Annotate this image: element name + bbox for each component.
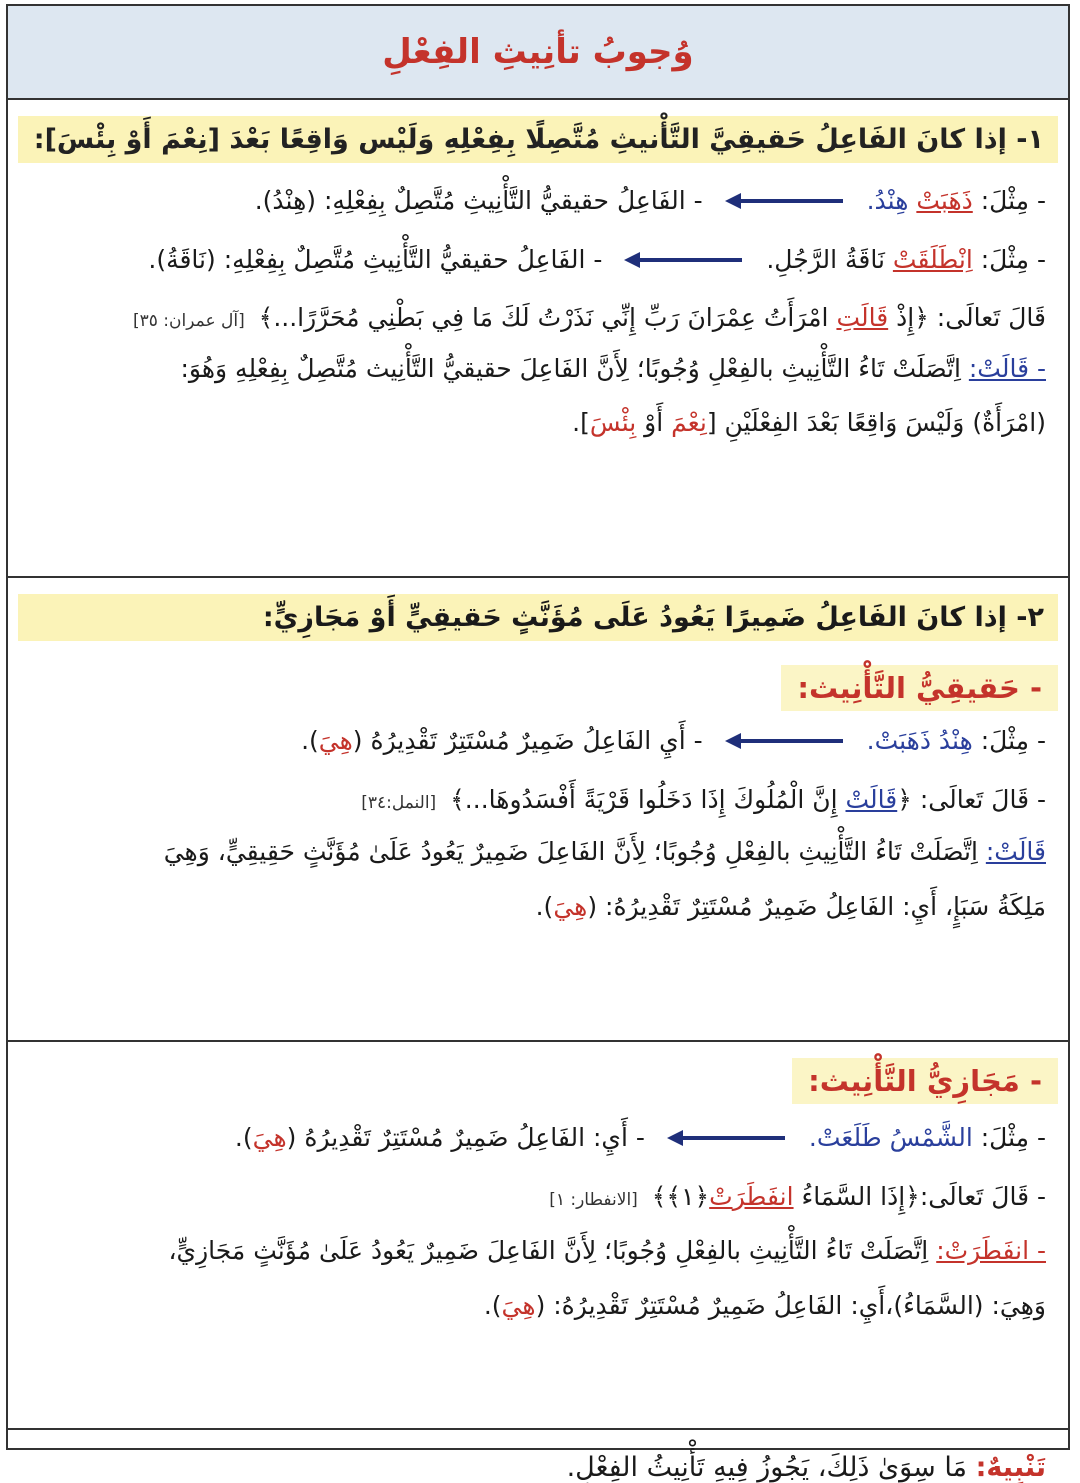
- section-2: [8, 594, 1068, 1042]
- example-4: [8, 1122, 1068, 1155]
- explanation-1: [8, 353, 1068, 386]
- section-1: [8, 116, 1068, 578]
- arrow-left-icon: [725, 732, 845, 750]
- example-prefix: - مِثْلَ:: [980, 726, 1046, 755]
- example-2-explanation: - الفَاعِلُ حقيقيُّ التَّأْنِيثِ مُتَّصِلٌ بِفِعْلِهِ: (نَاقَةُ).: [148, 244, 603, 274]
- quran-verse-2: [8, 784, 1068, 817]
- explained-word: - قَالَتْ:: [968, 353, 1046, 383]
- example-prefix: - مِثْلَ:: [980, 1123, 1046, 1152]
- explanation-text: - أَيِ: الفَاعِلُ ضَمِيرٌ مُسْتَتِرٌ تَقْدِيرُهُ (: [286, 1123, 645, 1152]
- verse-verb: انفَطَرَتْ: [709, 1181, 794, 1211]
- verse-prefix: - قَالَ تَعالَى:﴿إِذَا السَّمَاءُ: [801, 1181, 1046, 1211]
- figurative-feminine-title: - مَجَازِيُّ التَّأْنِيث:: [792, 1058, 1058, 1104]
- explanation-2-cont: [8, 891, 1068, 924]
- example-subject: هِنْدُ.: [866, 186, 909, 215]
- pronoun-hiya: هِيَ: [553, 891, 588, 921]
- section-1-heading: ١- إذا كانَ الفَاعِلُ حَقيقِيَّ التَّأْنيثِ مُتَّصِلًا بِفِعْلِهِ وَلَيْس وَاقِعًا بَعْدَ [نِعْمَ أَوْ بِئْسَ]:: [18, 116, 1058, 163]
- explained-word: قَالَتْ:: [985, 837, 1046, 866]
- verse-reference: [آل عمران: ٣٥]: [133, 311, 245, 331]
- explanation-3: [8, 1235, 1068, 1268]
- word-or: أَوْ: [644, 408, 664, 437]
- explanation-text: - أَيِ الفَاعِلُ ضَمِيرٌ مُسْتَتِرٌ تَقْدِيرُهُ (: [352, 726, 703, 755]
- word-nima: نِعْمَ: [671, 408, 707, 437]
- verse-text: امْرَأَتُ عِمْرَانَ رَبِّ إِنِّي نَذَرْتُ لَكَ مَا فِي بَطْنِي مُحَرَّرًا...﴾: [258, 303, 829, 332]
- lesson-page: [6, 4, 1070, 1483]
- section-3: [8, 1058, 1068, 1430]
- verse-prefix: قَالَ تَعالَى: ﴿إِذْ: [896, 303, 1046, 332]
- example-text: هِنْدُ ذَهَبَتْ.: [866, 726, 973, 755]
- example-subject: نَاقَةُ الرَّجُلِ.: [766, 244, 885, 274]
- verse-reference: [النمل:٣٤]: [361, 792, 437, 813]
- note-label: تَنْبِيهٌ:: [975, 1452, 1046, 1483]
- pronoun-hiya: هِيَ: [252, 1123, 287, 1152]
- example-1-sentence: [867, 185, 1046, 218]
- explanation-end: ).: [483, 1290, 502, 1320]
- explanation-2: [8, 836, 1068, 869]
- quran-verse-3: [8, 1181, 1068, 1214]
- explanation-end: ).: [301, 726, 319, 755]
- verse-text: ﴿١﴾﴾: [651, 1181, 710, 1211]
- explanation-line: اِتَّصَلَتْ تَاءُ التَّأْنِيثِ بالفِعْلِ وُجُوبًا؛ لِأَنَّ الفَاعِلَ ضَمِيرٌ يَعُودُ عَلَىٰ مُؤَنَّثٍ حَقِيقِيٍّ، وَهِيَ: [163, 837, 978, 866]
- pronoun-hiya: هِيَ: [318, 726, 353, 755]
- footer-note: [8, 1430, 1068, 1483]
- quran-verse-1: [8, 302, 1068, 335]
- explanation-1-cont: [8, 407, 1068, 440]
- real-feminine-title: - حَقيقِيُّ التَّأْنِيث:: [781, 665, 1058, 711]
- example-4-sentence: [809, 1122, 1046, 1155]
- section-2-heading: ٢- إذا كانَ الفَاعِلُ ضَمِيرًا يَعُودُ عَلَى مُؤَنَّثٍ حَقيقِيٍّ أَوْ مَجَازِيٍّ:: [18, 594, 1058, 641]
- note-text: مَا سِوَىٰ ذَلِكَ، يَجُوزُ فِيهِ تَأْنِيثُ الفِعْلِ.: [566, 1452, 968, 1483]
- explanation-end: ).: [535, 891, 554, 921]
- example-prefix: - مِثْلَ:: [980, 244, 1046, 274]
- arrow-left-icon: [624, 251, 744, 269]
- example-3-explanation: [301, 725, 703, 758]
- explanation-line: وَهِيَ: (السَّمَاءُ)،أَيِ: الفَاعِلُ ضَمِيرٌ مُسْتَتِرٌ تَقْدِيرُهُ: (: [535, 1290, 1046, 1320]
- verse-verb: قَالَتْ: [845, 784, 898, 814]
- explanation-end: ).: [234, 1123, 253, 1152]
- explanation-line: اِتَّصَلَتْ تَاءُ التَّأْنِيثِ بالفِعْلِ وُجُوبًا؛ لِأَنَّ الفَاعِلَ ضَمِيرٌ يَعُودُ عَلَىٰ مُؤَنَّثٍ مَجَازِيٍّ،: [168, 1236, 929, 1265]
- explained-word: - انفَطَرَتْ:: [936, 1236, 1046, 1265]
- explanation-end: ].: [572, 408, 590, 437]
- page-title: وُجوبُ تأنِيثِ الفِعْلِ: [382, 32, 694, 72]
- example-1: [8, 185, 1068, 218]
- example-prefix: - مِثْلَ:: [980, 186, 1046, 215]
- verse-verb: قَالَتِ: [836, 303, 889, 332]
- verse-text: إِنَّ الْمُلُوكَ إِذَا دَخَلُوا قَرْيَةً أَفْسَدُوهَا...﴾: [450, 784, 838, 814]
- example-verb: ذَهَبَتْ: [916, 186, 973, 215]
- verse-prefix: - قَالَ تَعالَى: ﴿: [897, 784, 1046, 814]
- title-bar: [8, 6, 1068, 100]
- example-4-explanation: [235, 1122, 645, 1155]
- arrow-left-icon: [667, 1129, 787, 1147]
- explanation-line: (امْرَأَةٌ) وَلَيْسَ وَاقِعًا بَعْدَ الفِعْلَيْنِ [: [706, 408, 1046, 437]
- explanation-3-cont: [8, 1290, 1068, 1323]
- example-3-sentence: [867, 725, 1046, 758]
- example-verb: اِنْطَلَقَتْ: [892, 244, 973, 274]
- example-2-sentence: [766, 244, 1046, 277]
- explanation-line: مَلِكَةُ سَبَإٍ، أَيِ: الفَاعِلُ ضَمِيرٌ مُسْتَتِرٌ تَقْدِيرُهُ: (: [587, 891, 1046, 921]
- example-1-explanation: - الفَاعِلُ حقيقيُّ التَّأْنِيثِ مُتَّصِلٌ بِفِعْلِهِ: (هِنْدُ).: [254, 186, 703, 215]
- explanation-line: اِتَّصَلَتْ تَاءُ التَّأْنِيثِ بالفِعْلِ وُجُوبًا؛ لِأَنَّ الفَاعِلَ حقيقيُّ التَّأْنِيث مُتَّصِلٌ بِفِعْلِهِ وَهُوَ:: [180, 353, 961, 383]
- verse-reference: [الانفطار: ١]: [549, 1189, 638, 1210]
- word-bisa: بِئْسَ: [589, 408, 637, 437]
- pronoun-hiya: هِيَ: [501, 1290, 536, 1320]
- example-3: [8, 725, 1068, 758]
- example-2: [8, 244, 1068, 277]
- example-text: الشَّمْسُ طَلَعَتْ.: [808, 1123, 973, 1152]
- arrow-left-icon: [725, 192, 845, 210]
